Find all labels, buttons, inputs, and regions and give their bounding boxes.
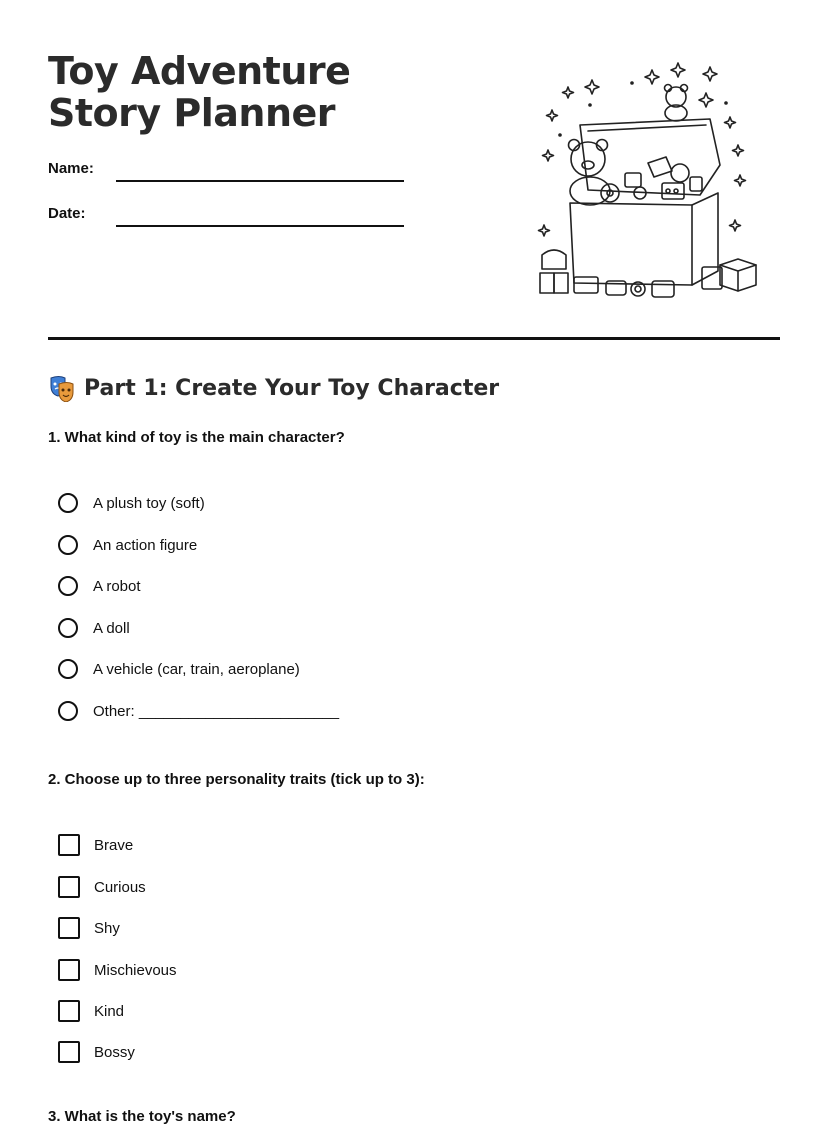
page-title: Toy Adventure Story Planner [48, 49, 351, 135]
radio-option[interactable] [58, 533, 197, 557]
option-label: A robot [93, 577, 141, 595]
option-label: Shy [94, 919, 120, 937]
date-field [48, 205, 408, 229]
part1-heading [48, 374, 499, 402]
radio-button[interactable] [58, 701, 78, 721]
checkbox[interactable] [58, 876, 80, 898]
sparkle-icons [539, 63, 746, 236]
radio-button[interactable] [58, 535, 78, 555]
date-label: Date: [48, 205, 86, 222]
radio-button[interactable] [58, 618, 78, 638]
checkbox[interactable] [58, 917, 80, 939]
radio-button[interactable] [58, 576, 78, 596]
checkbox-option[interactable] [58, 916, 120, 940]
toy-chest-illustration [530, 55, 770, 305]
checkbox[interactable] [58, 834, 80, 856]
date-input-line[interactable] [116, 225, 404, 227]
name-field [48, 160, 408, 184]
radio-button[interactable] [58, 659, 78, 679]
checkbox-option[interactable] [58, 958, 177, 982]
radio-option[interactable] [58, 616, 130, 640]
checkbox-option[interactable] [58, 999, 124, 1023]
checkbox-option[interactable] [58, 833, 133, 857]
chest-box [570, 203, 692, 285]
option-label: Kind [94, 1002, 125, 1020]
checkbox[interactable] [58, 1041, 80, 1063]
radio-button[interactable] [58, 493, 78, 513]
radio-option[interactable] [58, 574, 141, 598]
question-3-partial: 3. What is the toy's name? [48, 1108, 236, 1125]
checkbox[interactable] [58, 1000, 80, 1022]
question-2: 2. Choose up to three personality traits (tick up to 3): [48, 771, 425, 788]
option-label: Brave [94, 836, 134, 854]
teddy-bear-icon [569, 140, 611, 206]
option-label: Other: ________________________ [93, 702, 340, 720]
option-label: An action figure [93, 536, 198, 554]
option-label: Bossy [94, 1043, 135, 1061]
radio-option[interactable] [58, 699, 339, 723]
checkbox-option[interactable] [58, 1040, 135, 1064]
question-1: 1. What kind of toy is the main character? [48, 429, 345, 446]
option-label: Curious [94, 878, 146, 896]
small-bear-icon [665, 85, 688, 122]
theatre-masks-icon [48, 374, 76, 402]
checkbox[interactable] [58, 959, 80, 981]
radio-option[interactable] [58, 491, 205, 515]
option-label: A doll [93, 619, 130, 637]
section-divider [48, 337, 780, 340]
option-label: Mischievous [94, 961, 177, 979]
radio-option[interactable] [58, 657, 300, 681]
option-label: A vehicle (car, train, aeroplane) [93, 660, 300, 678]
name-label: Name: [48, 160, 94, 177]
part1-heading-text: Part 1: Create Your Toy Character [84, 375, 500, 401]
name-input-line[interactable] [116, 180, 404, 182]
checkbox-option[interactable] [58, 875, 146, 899]
option-label: A plush toy (soft) [93, 494, 205, 512]
